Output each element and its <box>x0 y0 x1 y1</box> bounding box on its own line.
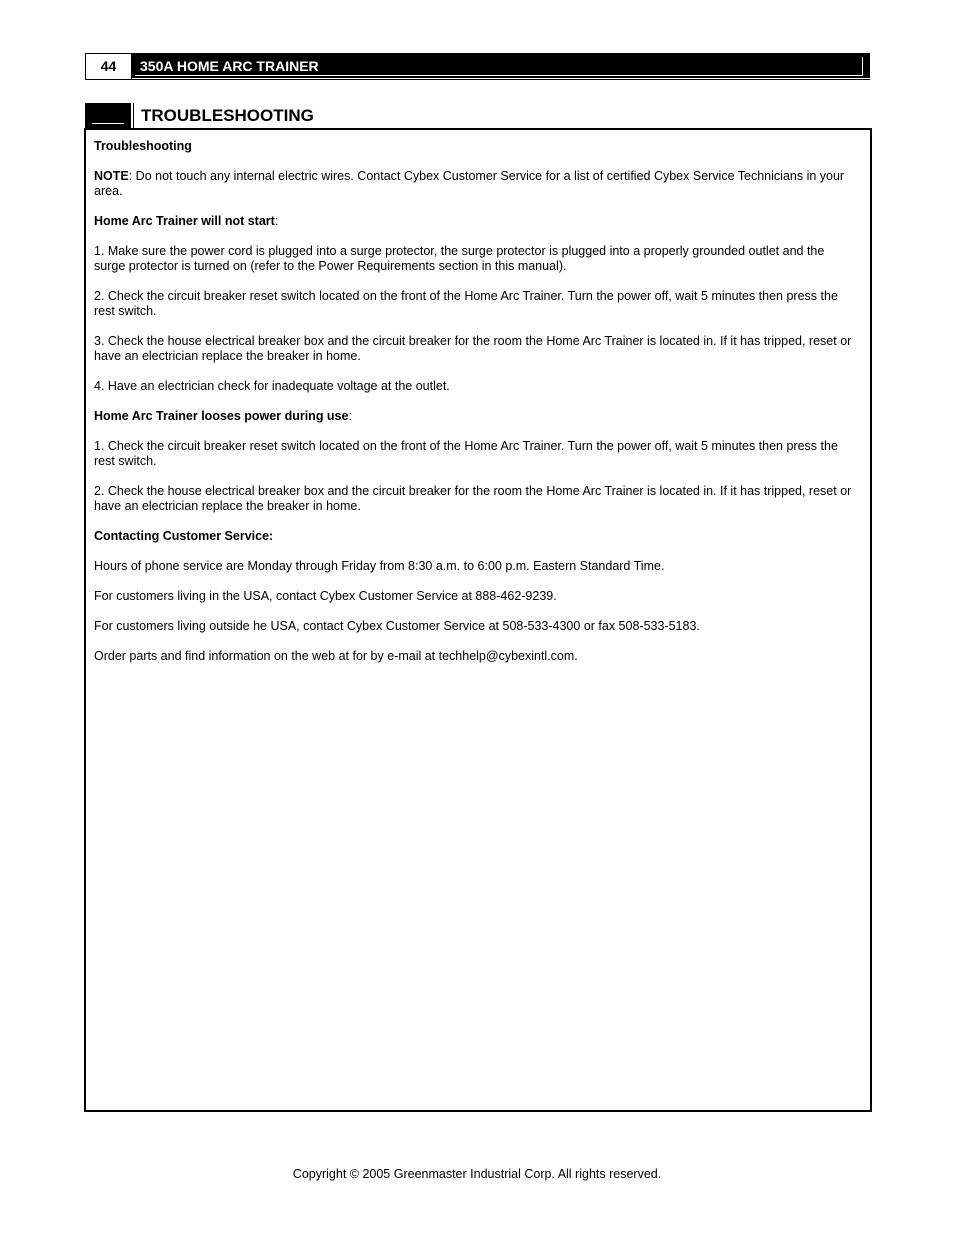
section-title: TROUBLESHOOTING <box>141 106 314 125</box>
service-hours: Hours of phone service are Monday through Friday from 8:30 a.m. to 6:00 p.m. Eastern Standard Time. <box>94 559 665 573</box>
note-text: : Do not touch any internal electric wires. Contact Cybex Customer Service for a list of certified Cybex Service Technicians in your area. <box>94 169 845 198</box>
list-item: 2. Check the house electrical breaker box and the circuit breaker for the room the Home Arc Trainer is located in. If it has tripped, reset or have an electrician replace the breaker in home. <box>94 484 852 513</box>
service-web-email: Order parts and find information on the web at for by e-mail at techhelp@cybexintl.com. <box>94 649 578 663</box>
content-box <box>84 128 872 1112</box>
section-tab-block <box>85 103 131 128</box>
list-item: 4. Have an electrician check for inadequate voltage at the outlet. <box>94 379 450 393</box>
service-outside-usa: For customers living outside he USA, contact Cybex Customer Service at 508-533-4300 or fax 508-533-5183. <box>94 619 700 633</box>
note-paragraph <box>94 169 859 199</box>
header-title-bar <box>132 53 870 78</box>
running-header <box>85 53 870 80</box>
section-tab-separator <box>133 103 134 128</box>
manual-title: 350A HOME ARC TRAINER <box>140 58 319 74</box>
list-item: 1. Make sure the power cord is plugged into a surge protector, the surge protector is plugged into a properly grounded outlet and the surge protector is turned on (refer to the Power Requirements section in this manual). <box>94 244 825 273</box>
content-heading: Troubleshooting <box>94 139 192 153</box>
section-header <box>85 103 870 128</box>
page-number: 44 <box>85 53 132 80</box>
loses-power-heading: Home Arc Trainer looses power during use: <box>94 409 352 423</box>
list-item: 1. Check the circuit breaker reset switch located on the front of the Home Arc Trainer. Turn the power off, wait 5 minutes then press the rest switch. <box>94 439 838 468</box>
copyright-footer: Copyright © 2005 Greenmaster Industrial Corp. All rights reserved. <box>292 1167 662 1181</box>
customer-service-heading: Contacting Customer Service: <box>94 529 274 543</box>
note-label: NOTE <box>94 169 129 183</box>
service-usa: For customers living in the USA, contact Cybex Customer Service at 888-462-9239. <box>94 589 557 603</box>
list-item: 3. Check the house electrical breaker box and the circuit breaker for the room the Home Arc Trainer is located in. If it has tripped, reset or have an electrician replace the breaker in home. <box>94 334 852 363</box>
list-item: 2. Check the circuit breaker reset switch located on the front of the Home Arc Trainer. Turn the power off, wait 5 minutes then press the rest switch. <box>94 289 838 318</box>
header-rule <box>132 79 870 80</box>
section-tab-underline <box>92 123 124 124</box>
will-not-start-heading: Home Arc Trainer will not start: <box>94 214 279 228</box>
content-body <box>94 139 859 679</box>
